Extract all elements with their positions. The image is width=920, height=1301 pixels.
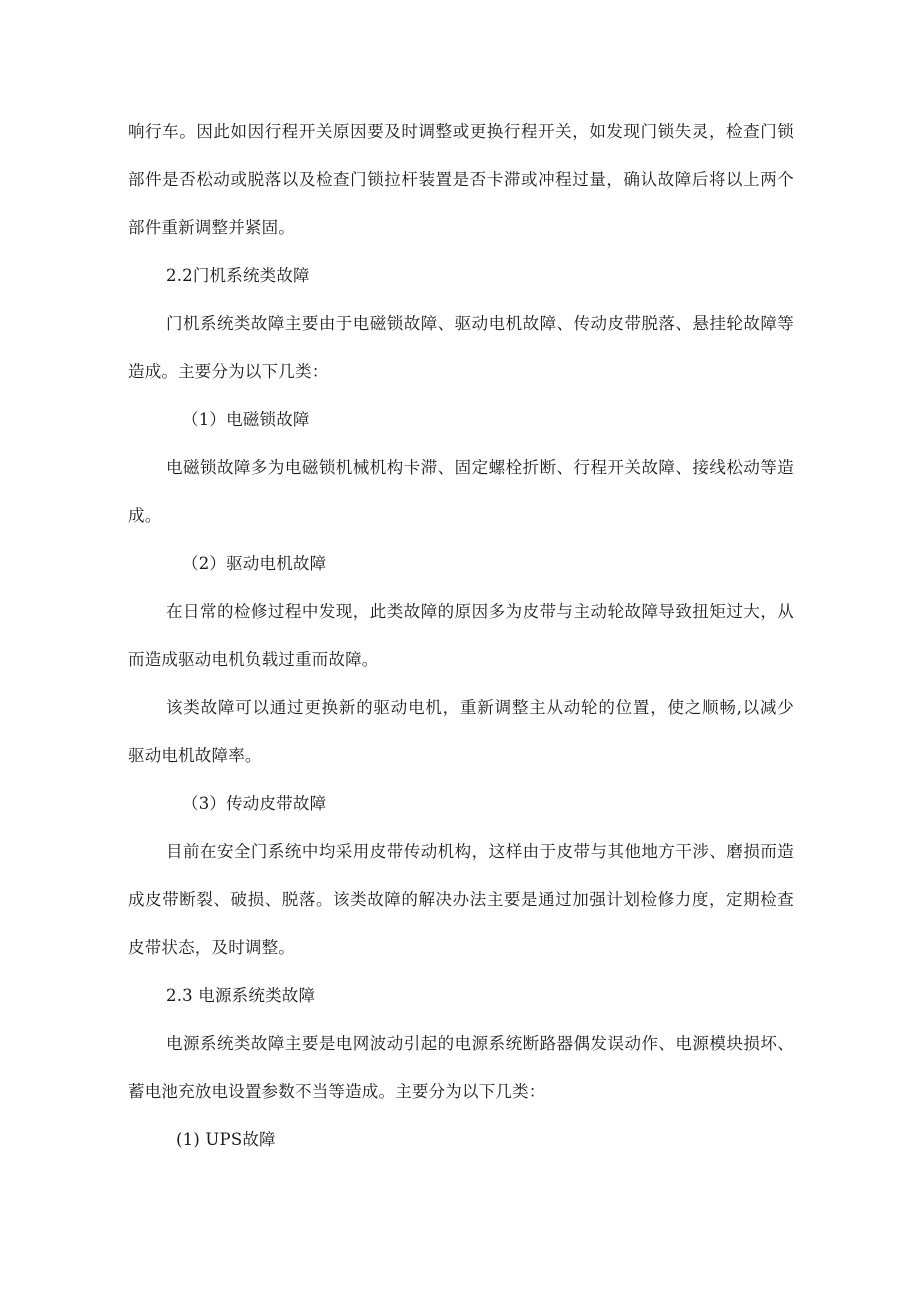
- paragraph-line: 在日常的检修过程中发现，此类故障的原因多为皮带与主动轮故障导致扭矩过大，从: [166, 602, 794, 621]
- paragraph-line: 门机系统类故障主要由于电磁锁故障、驱动电机故障、传动皮带脱落、悬挂轮故障等: [166, 314, 794, 333]
- paragraph-line: 电磁锁故障多为电磁锁机械机构卡滞、固定螺栓折断、行程开关故障、接线松动等造: [166, 458, 794, 477]
- subsection-heading: （3）传动皮带故障: [182, 794, 327, 813]
- subsection-heading: （2）驱动电机故障: [182, 554, 327, 573]
- paragraph-line: 该类故障可以通过更换新的驱动电机，重新调整主从动轮的位置，使之顺畅,以减少: [166, 698, 794, 717]
- paragraph-line: 造成。主要分为以下几类：: [128, 362, 329, 381]
- paragraph-line: 而造成驱动电机负载过重而故障。: [128, 650, 379, 669]
- paragraph-line: 目前在安全门系统中均采用皮带传动机构，这样由于皮带与其他地方干涉、磨损而造: [166, 842, 794, 861]
- paragraph-line: 电源系统类故障主要是电网波动引起的电源系统断路器偶发误动作、电源模块损坏、: [166, 1034, 794, 1053]
- subsection-heading: (1) UPS故障: [176, 1130, 276, 1149]
- paragraph-line: 部件是否松动或脱落以及检查门锁拉杆装置是否卡滞或冲程过量，确认故障后将以上两个: [128, 170, 794, 189]
- paragraph-line: 皮带状态，及时调整。: [128, 938, 295, 957]
- paragraph-line: 响行车。因此如因行程开关原因要及时调整或更换行程开关，如发现门锁失灵，检查门锁: [128, 122, 794, 141]
- paragraph-line: 部件重新调整并紧固。: [128, 218, 295, 237]
- subsection-heading: （1）电磁锁故障: [182, 410, 310, 429]
- paragraph-line: 蓄电池充放电设置参数不当等造成。主要分为以下几类：: [128, 1082, 546, 1101]
- paragraph-line: 成皮带断裂、破损、脱落。该类故障的解决办法主要是通过加强计划检修力度，定期检查: [128, 890, 794, 909]
- section-heading: 2.2门机系统类故障: [166, 266, 310, 285]
- section-heading: 2.3 电源系统类故障: [166, 986, 316, 1005]
- paragraph-line: 驱动电机故障率。: [128, 746, 262, 765]
- paragraph-line: 成。: [128, 506, 162, 525]
